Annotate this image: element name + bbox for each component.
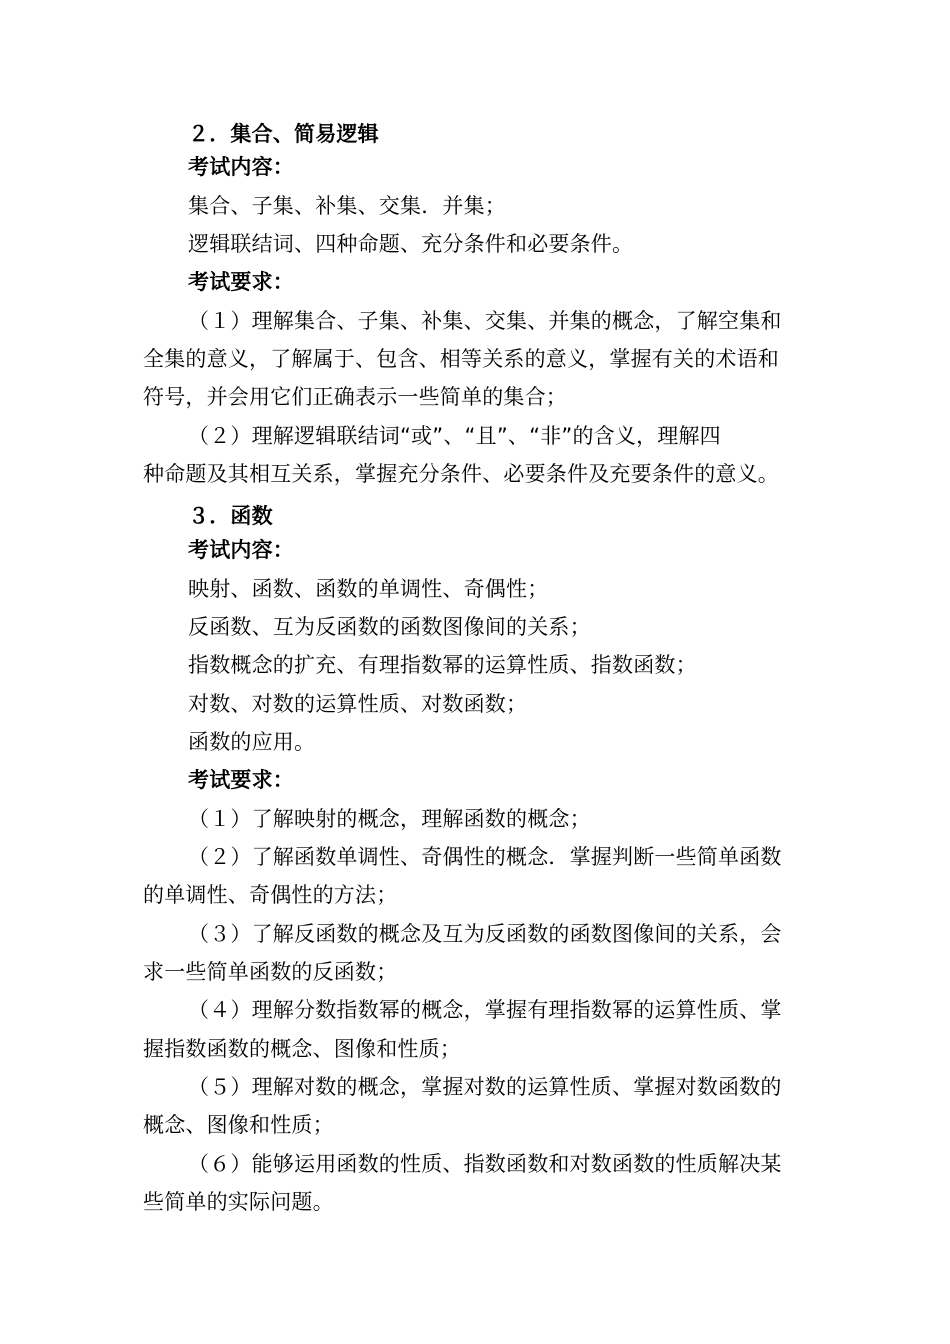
section3-content-line: 反函数、互为反函数的函数图像间的关系； xyxy=(188,615,591,639)
section3-content-line: 对数、对数的运算性质、对数函数； xyxy=(188,692,528,716)
section3-content-line: 函数的应用。 xyxy=(188,730,316,754)
section3-req-line: 概念、图像和性质； xyxy=(143,1113,334,1137)
section3-req-line: （５）理解对数的概念，掌握对数的运算性质、掌握对数函数的 xyxy=(188,1075,782,1099)
section3-content-line: 指数概念的扩充、有理指数幂的运算性质、指数函数； xyxy=(188,653,697,677)
section3-req-line: 求一些简单函数的反函数； xyxy=(143,960,398,984)
section3-content-line: 映射、函数、函数的单调性、奇偶性； xyxy=(188,577,549,601)
section3-req-line: （４）理解分数指数幂的概念，掌握有理指数幂的运算性质、掌 xyxy=(188,998,782,1022)
section3-req-line: 的单调性、奇偶性的方法； xyxy=(143,883,398,907)
section3-req-line: 握指数函数的概念、图像和性质； xyxy=(143,1037,461,1061)
section3-req-label: 考试要求： xyxy=(188,768,294,792)
section3-content-label: 考试内容： xyxy=(188,538,294,562)
section2-req-line: 种命题及其相互关系，掌握充分条件、必要条件及充要条件的意义。 xyxy=(143,462,779,486)
section2-req-line: 全集的意义，了解属于、包含、相等关系的意义，掌握有关的术语和 xyxy=(143,347,779,371)
section2-req-line: （２）理解逻辑联结词“或”、“且”、“非”的含义，理解四 xyxy=(188,424,721,448)
section2-content-line: 逻辑联结词、四种命题、充分条件和必要条件。 xyxy=(188,232,634,256)
section2-content-line: 集合、子集、补集、交集．并集； xyxy=(188,194,506,218)
section3-req-line: 些简单的实际问题。 xyxy=(143,1190,334,1214)
section3-heading: ３．函数 xyxy=(188,504,273,528)
section3-req-line: （６）能够运用函数的性质、指数函数和对数函数的性质解决某 xyxy=(188,1152,782,1176)
section3-req-line: （３）了解反函数的概念及互为反函数的函数图像间的关系，会 xyxy=(188,922,782,946)
section2-req-label: 考试要求： xyxy=(188,270,294,294)
section3-req-line: （１）了解映射的概念，理解函数的概念； xyxy=(188,807,591,831)
section2-req-line: 符号，并会用它们正确表示一些简单的集合； xyxy=(143,385,567,409)
section2-heading: ２．集合、简易逻辑 xyxy=(188,122,379,146)
section2-content-label: 考试内容： xyxy=(188,155,294,179)
section3-req-line: （２）了解函数单调性、奇偶性的概念．掌握判断一些简单函数 xyxy=(188,845,782,869)
section2-req-line: （１）理解集合、子集、补集、交集、并集的概念，了解空集和 xyxy=(188,309,782,333)
